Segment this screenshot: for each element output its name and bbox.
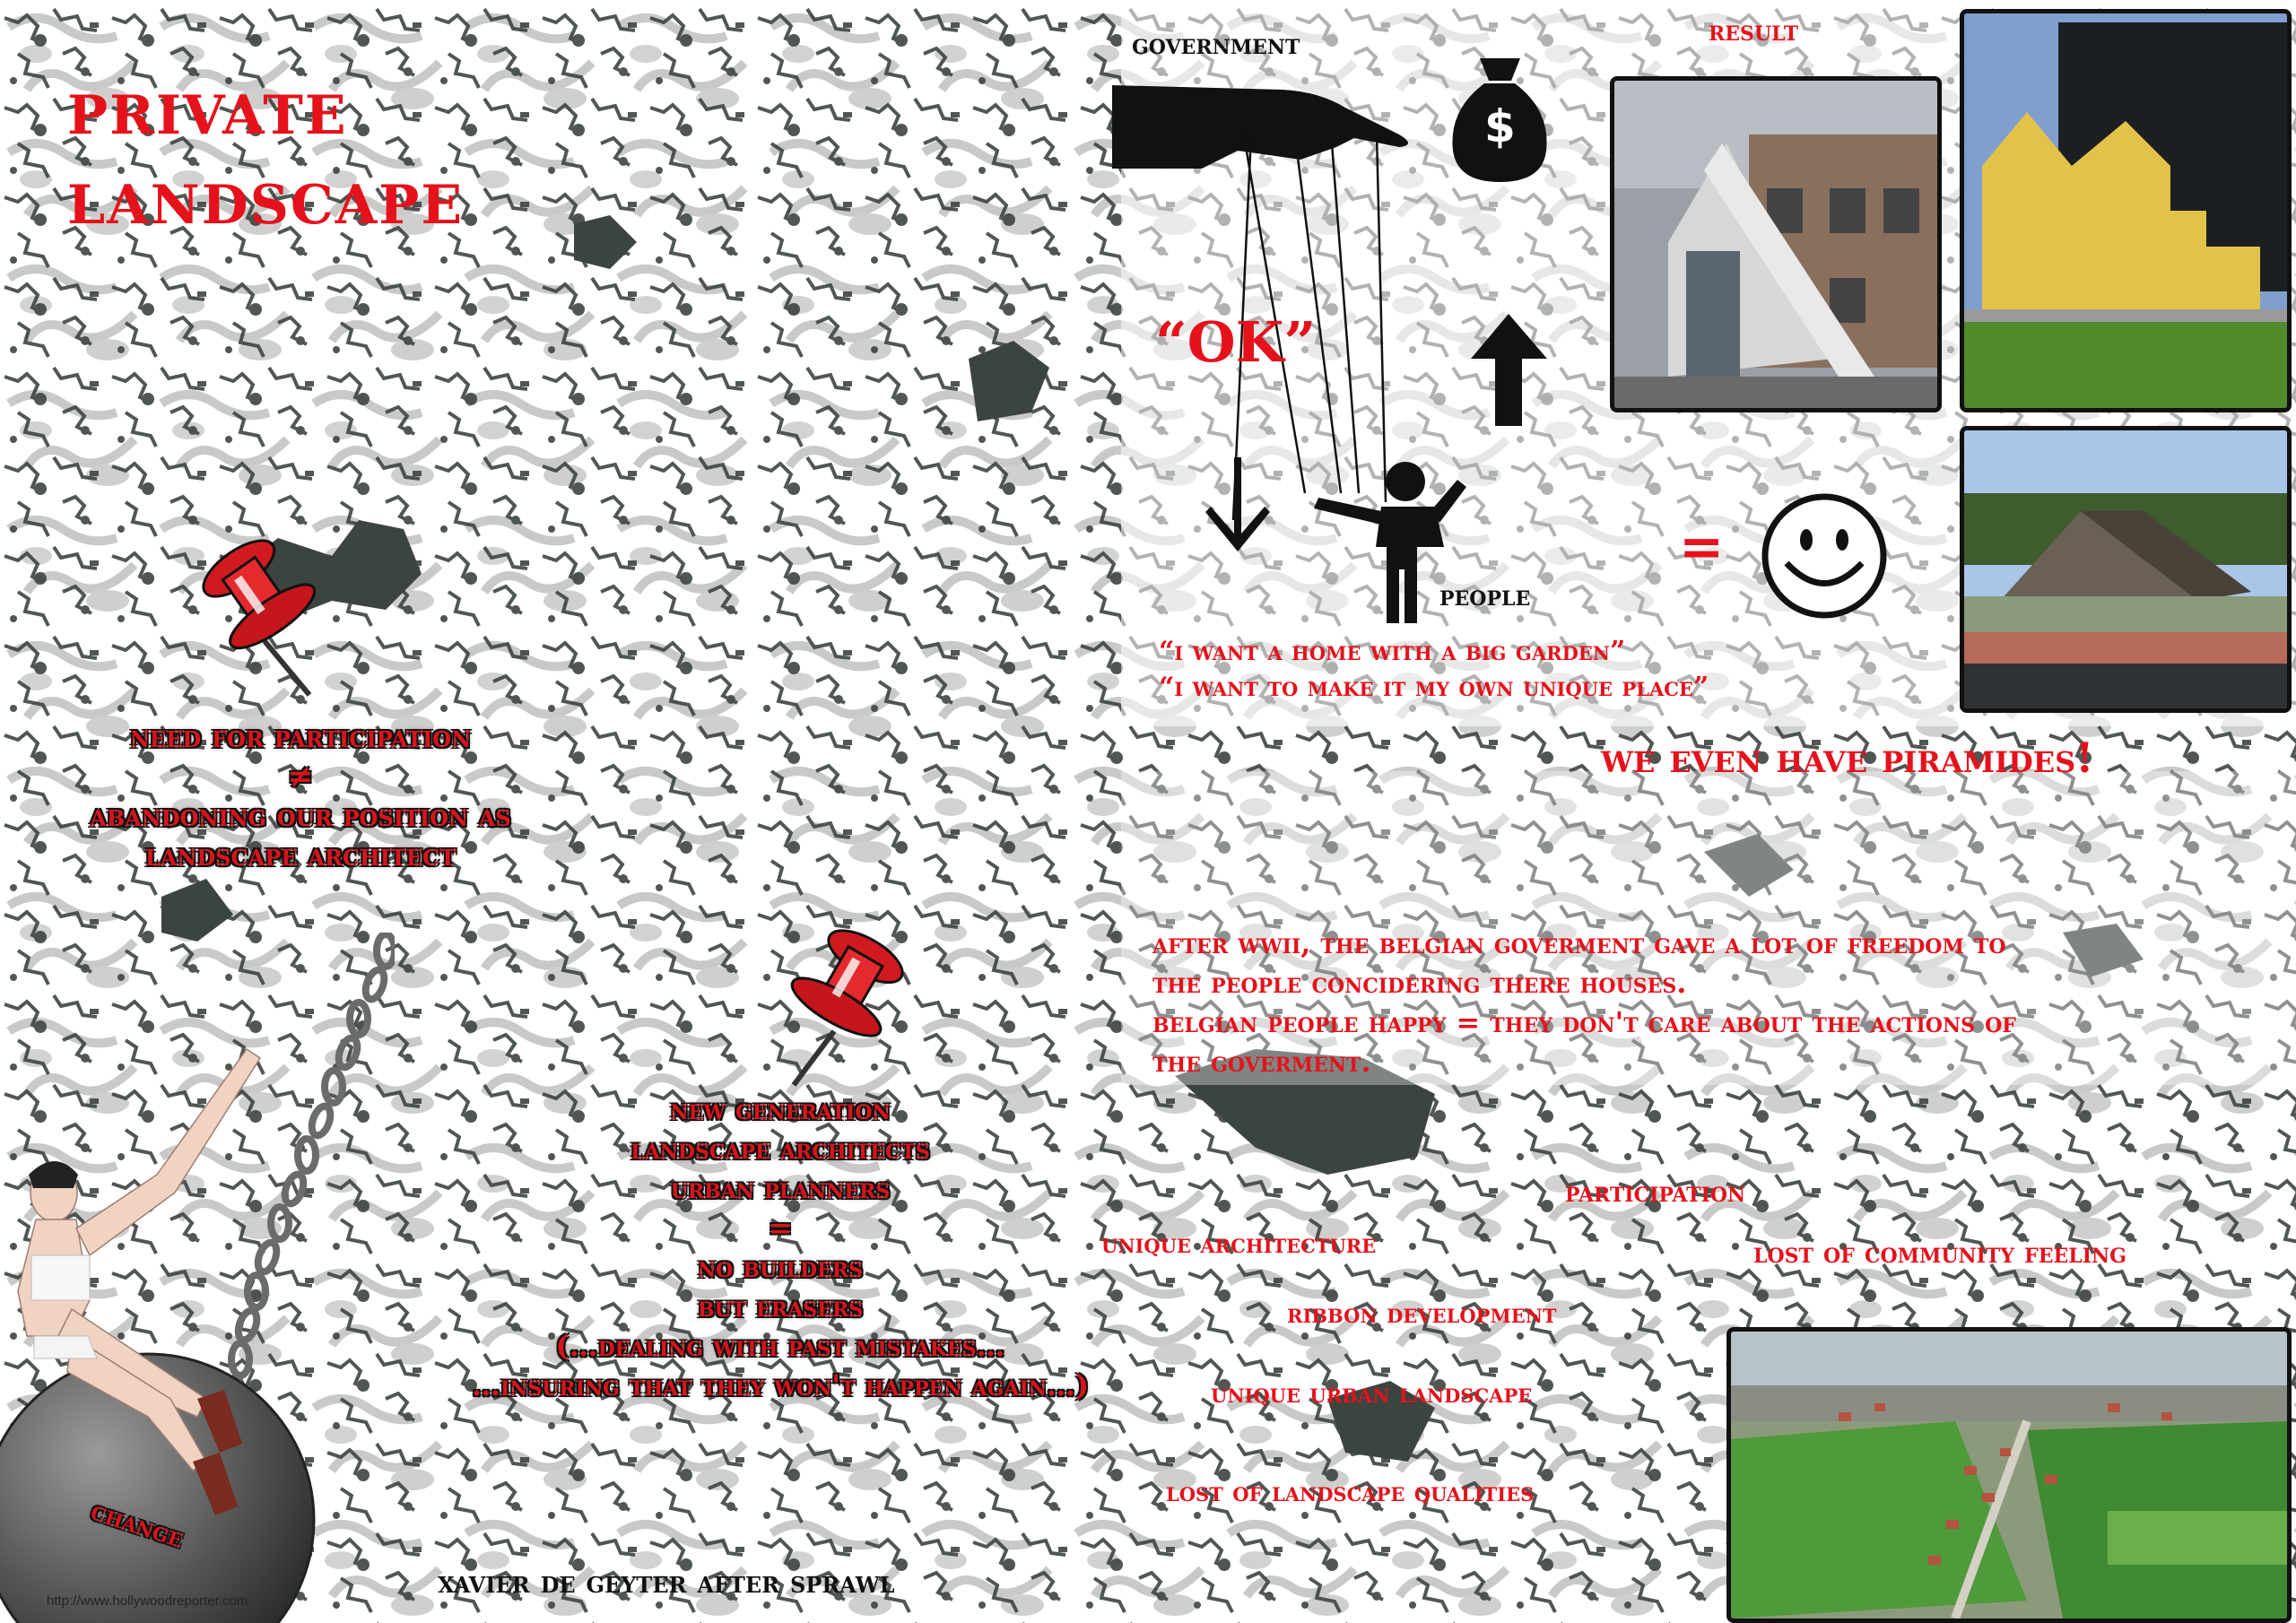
ok-label: “OK” bbox=[1155, 309, 1317, 375]
caption-line: urban planners bbox=[670, 1171, 891, 1205]
pyramid-house-photo bbox=[1960, 426, 2292, 713]
caption-line: but erasers bbox=[697, 1289, 864, 1324]
caption-line: = bbox=[768, 1211, 793, 1245]
caption-line: need for participation bbox=[129, 719, 472, 755]
house-photo bbox=[1610, 76, 1942, 412]
new-generation-caption bbox=[386, 1089, 1175, 1405]
source-credit: xavier de geyter after sprawl bbox=[438, 1565, 895, 1601]
caption-line: (…dealing with past mistakes… bbox=[555, 1329, 1005, 1363]
pushpin-icon bbox=[193, 534, 336, 704]
caption-line: new generation bbox=[670, 1092, 891, 1126]
wwii-paragraph bbox=[1152, 924, 2292, 1081]
pushpin-icon bbox=[771, 924, 915, 1094]
people-label: people bbox=[1439, 578, 1531, 612]
keyword-unique-urban-landscape: unique urban landscape bbox=[1211, 1378, 1533, 1410]
image-credit: http://www.hollywoodreporter.com bbox=[47, 1593, 248, 1609]
caption-line: landscape architects bbox=[631, 1132, 930, 1166]
keyword-unique-architecture: unique architecture bbox=[1101, 1228, 1377, 1260]
aerial-ribbon-photo bbox=[1726, 1327, 2292, 1623]
keyword-ribbon-development: ribbon development bbox=[1287, 1298, 1557, 1330]
paragraph-line: belgian people happy = they don't care about the actions of bbox=[1152, 1005, 2016, 1039]
caption-line: abandoning our position as bbox=[90, 798, 511, 834]
participation-caption bbox=[27, 717, 574, 875]
equals-sign: = bbox=[1679, 516, 1725, 578]
down-arrow-icon bbox=[1202, 453, 1274, 556]
quote-line: “i want a home with a big garden” bbox=[1159, 636, 1626, 667]
keyword-lost-community: lost of community feeling bbox=[1753, 1236, 2126, 1270]
title-line-2: landscape bbox=[67, 152, 465, 242]
caption-line: no builders bbox=[698, 1250, 863, 1284]
government-label: government bbox=[1132, 27, 1300, 61]
paragraph-line: the goverment. bbox=[1152, 1045, 1371, 1079]
caption-line: landscape architect bbox=[144, 838, 457, 873]
up-arrow-icon bbox=[1466, 309, 1552, 430]
result-label: result bbox=[1709, 13, 1799, 48]
paragraph-line: the people concidering there houses. bbox=[1152, 966, 1687, 1000]
people-quotes bbox=[1159, 634, 1709, 706]
keyword-participation: participation bbox=[1565, 1175, 1746, 1209]
page-title bbox=[67, 63, 464, 242]
caption-line: ≠ bbox=[287, 759, 314, 794]
yellow-house-photo bbox=[1960, 9, 2292, 412]
keyword-lost-landscape: lost of landscape qualities bbox=[1166, 1477, 1535, 1508]
change-label: change bbox=[87, 1495, 187, 1555]
piramides-heading: we even have piramides! bbox=[1601, 733, 2094, 782]
wrecking-ball-illustration bbox=[0, 933, 395, 1623]
caption-line: …insuring that they won't happen again…) bbox=[471, 1368, 1090, 1402]
paragraph-line: after wwii, the belgian goverment gave a lot of freedom to bbox=[1152, 926, 2006, 960]
dollar-sign: $ bbox=[1484, 100, 1516, 152]
smiley-face-icon bbox=[1760, 491, 1889, 621]
quote-line: “i want to make it my own unique place” bbox=[1159, 672, 1709, 703]
title-line-1: private bbox=[67, 62, 348, 152]
